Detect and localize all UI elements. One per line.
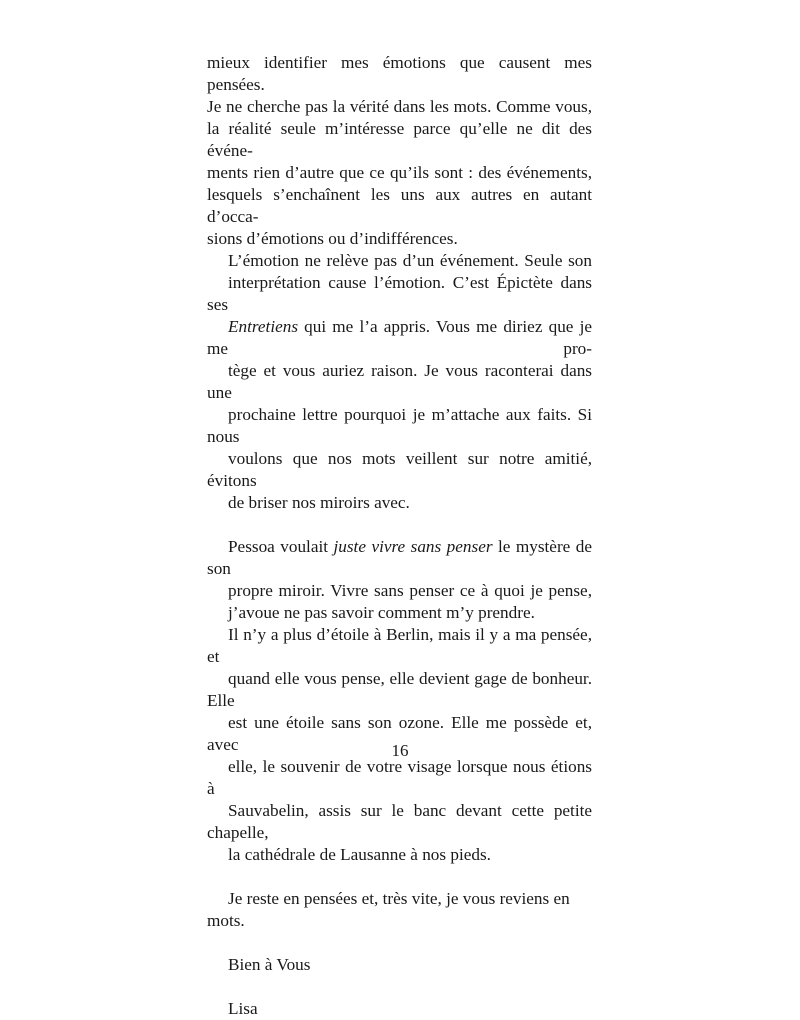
- text-fragment: Pessoa voulait: [228, 537, 334, 556]
- text-fragment: qui me l’a appris. Vous me diriez que je me pro-: [207, 317, 592, 358]
- text-line: mieux identifier mes émotions que causent mes pensées.: [207, 53, 592, 94]
- text-line: quand elle vous pense, elle devient gage de bonheur. Elle: [207, 669, 592, 710]
- paragraph-3: [207, 536, 592, 624]
- text-line: [207, 316, 592, 360]
- text-line: lesquels s’enchaînent les uns aux autres en autant d’occa-: [207, 185, 592, 226]
- paragraph-1: [207, 52, 592, 250]
- signature: Lisa: [228, 999, 258, 1018]
- paragraph-gap: [207, 976, 592, 998]
- text-line: est une étoile sans son ozone. Elle me possède et, avec: [207, 713, 592, 754]
- closing-line: Je reste en pensées et, très vite, je vous reviens en mots.: [207, 889, 570, 930]
- text-line: prochaine lettre pourquoi je m’attache aux faits. Si nous: [207, 405, 592, 446]
- text-line: interprétation cause l’émotion. C’est Épictète dans ses: [207, 273, 592, 314]
- text-line: j’avoue ne pas savoir comment m’y prendre.: [228, 603, 535, 622]
- text-line: Sauvabelin, assis sur le banc devant cette petite chapelle,: [207, 801, 592, 842]
- text-line: Je ne cherche pas la vérité dans les mots. Comme vous,: [207, 97, 592, 116]
- text-line: voulons que nos mots veillent sur notre amitié, évitons: [207, 449, 592, 490]
- text-line: de briser nos miroirs avec.: [228, 493, 410, 512]
- text-line: la cathédrale de Lausanne à nos pieds.: [228, 845, 491, 864]
- quote-italic: juste vivre sans penser: [333, 537, 493, 556]
- text-line: elle, le souvenir de votre visage lorsque nous étions à: [207, 757, 592, 798]
- paragraph-gap: [207, 932, 592, 954]
- paragraph-gap: [207, 514, 592, 536]
- book-title-italic: Entretiens: [228, 317, 299, 336]
- text-line: propre miroir. Vivre sans penser ce à quoi je pense,: [228, 581, 592, 600]
- paragraph-gap: [207, 866, 592, 888]
- text-fragment: le mystère de son: [207, 537, 592, 578]
- text-line: Il n’y a plus d’étoile à Berlin, mais il y a ma pensée, et: [207, 625, 592, 666]
- body-text: [207, 52, 592, 1020]
- text-line: la réalité seule m’intéresse parce qu’elle ne dit des événe-: [207, 119, 592, 160]
- salutation: Bien à Vous: [228, 955, 311, 974]
- text-line: tège et vous auriez raison. Je vous raconterai dans une: [207, 361, 592, 402]
- text-line: L’émotion ne relève pas d’un événement. Seule son: [228, 251, 592, 270]
- text-line: ments rien d’autre que ce qu’ils sont : des événements,: [207, 163, 592, 182]
- text-line: [207, 536, 592, 580]
- page-number: 16: [391, 741, 409, 760]
- paragraph-2: [207, 250, 592, 514]
- text-line: sions d’émotions ou d’indifférences.: [207, 229, 458, 248]
